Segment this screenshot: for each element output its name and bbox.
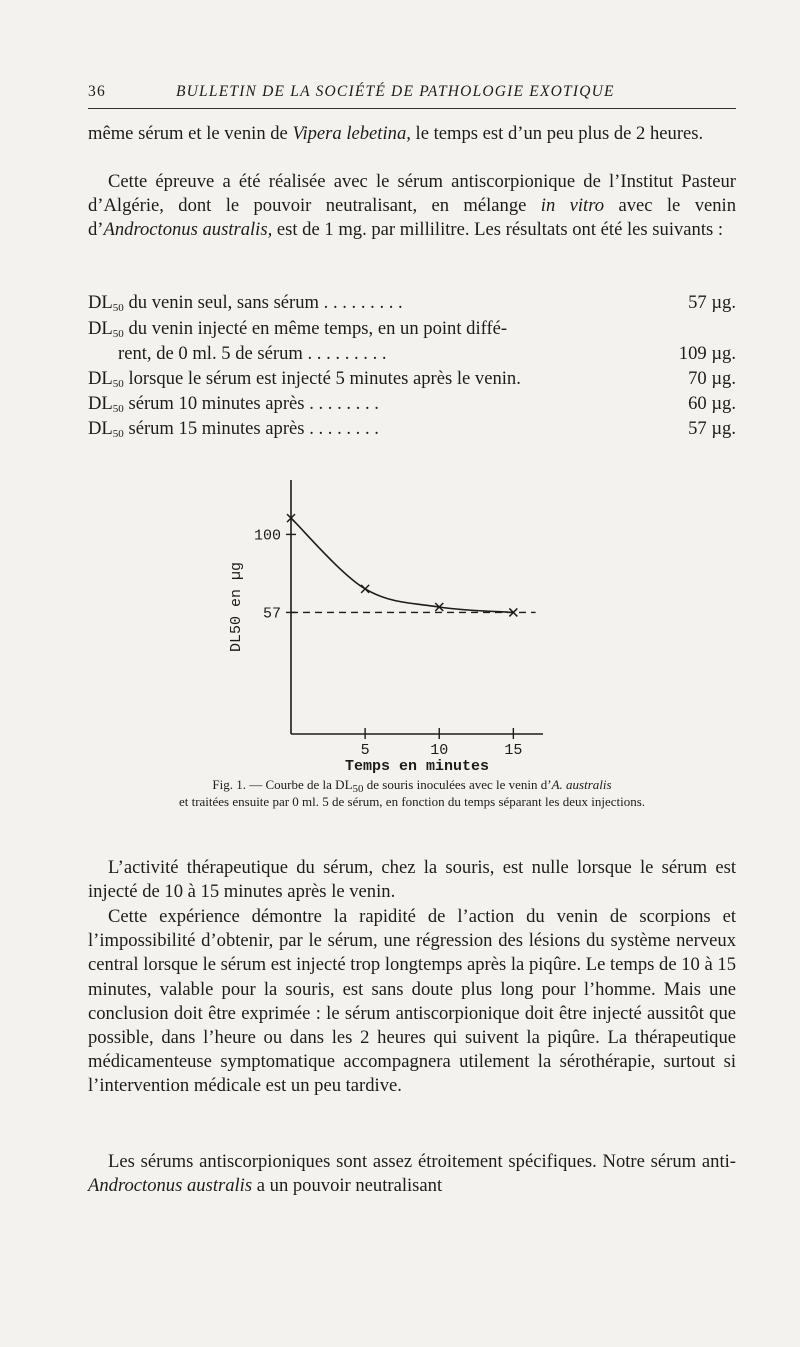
paragraph-4: Cette expérience démontre la rapidité de l’action du venin de scorpions et l’impossibilité d’obtenir, par le sérum, une régression des lésions du système nerveux central lorsque le sérum est injecté trop longtemps après la piqûre. Le temps de 10 à 15 minutes, valable pour la souris, est sans doute plus long pour l’homme. Mais une conclusion doit être exprimée : le sérum antiscorpionique doit être injecté aussitôt que possible, dans l’heure ou dans les 2 heures qui suivent la piqûre. La thérapeutique médicamenteuse symptomatique accompagnera utilement la sérothérapie, surtout si l’intervention médicale est un peu tardive. xyxy=(88,906,736,1097)
result-value: 57 µg. xyxy=(688,418,736,439)
result-value: 109 µg. xyxy=(678,343,736,364)
result-row-5min: $DL_{50}$ lorsque le sérum est injecté 5 minutes après le venin. 70 µg. xyxy=(88,368,736,390)
dl50-curve xyxy=(291,518,513,612)
paragraph-2: Cette épreuve a été réalisée avec le sérum antiscorpionique de l’Institut Pasteur d’Algérie, dont le pouvoir neutralisant, en mélange in vitro avec le venin d’Androctonus australis, est de 1 mg. par millilitre. Les résultats ont été les suivants : xyxy=(88,171,737,241)
result-value: 60 µg. xyxy=(688,393,736,414)
y-tick-label-57: 57 xyxy=(262,605,281,623)
x-tick-label-15: 15 xyxy=(504,742,523,759)
paragraph-1: même sérum et le venin de Vipera lebetina, le temps est d’un peu plus de 2 heures. xyxy=(88,123,704,144)
species-name: Vipera lebetina, xyxy=(292,123,411,144)
species-name: Androctonus australis xyxy=(88,1175,253,1197)
result-row-10min: $DL_{50}$ sérum 10 minutes après . . . . . . . . 60 µg. xyxy=(88,393,736,415)
page-number: 36 xyxy=(88,83,106,100)
y-tick-label-100: 100 xyxy=(253,527,281,545)
journal-title: BULLETIN DE LA SOCIÉTÉ DE PATHOLOGIE EXOTIQUE xyxy=(176,83,615,100)
species-name: Androctonus australis, xyxy=(103,219,273,241)
result-row-simultaneous-cont: rent, de 0 ml. 5 de sérum . . . . . . . . . 109 µg. xyxy=(118,343,736,364)
result-row-15min: $DL_{50}$ sérum 15 minutes après . . . . . . . . 57 µg. xyxy=(88,418,736,440)
figure-caption-line-2: et traitées ensuite par 0 ml. 5 de sérum, en fonction du temps séparant les deux injections. xyxy=(178,794,646,809)
x-tick-label-10: 10 xyxy=(430,742,449,759)
result-value: 70 µg. xyxy=(688,368,736,389)
in-vitro-term: in vitro xyxy=(540,195,605,217)
dl50-curve-svg xyxy=(225,480,605,775)
result-row-venom-alone: $DL_{50}$ du venin seul, sans sérum . . . . . . . . . 57 µg. xyxy=(88,292,736,314)
running-header xyxy=(88,78,736,109)
x-tick-label-5: 5 xyxy=(360,742,370,759)
figure-caption-line-1: Fig. 1. — Courbe de la $DL_{50}$ de souris inoculées avec le venin d’A. australis xyxy=(212,777,612,795)
y-axis-label: DL50 en µg xyxy=(228,561,245,653)
figure-1-chart xyxy=(225,480,605,775)
paragraph-5: Les sérums antiscorpioniques sont assez étroitement spécifiques. Notre sérum anti-Androctonus australis a un pouvoir neutralisant xyxy=(88,1151,736,1197)
result-value: 57 µg. xyxy=(688,292,736,313)
data-point-5min xyxy=(361,585,369,593)
x-axis-label: Temps en minutes xyxy=(344,758,490,775)
paragraph-3: L’activité thérapeutique du sérum, chez la souris, est nulle lorsque le sérum est injecté de 10 à 15 minutes après le venin. xyxy=(88,857,736,903)
result-row-simultaneous: $DL_{50}$ du venin injecté en même temps, en un point diffé- xyxy=(88,318,508,340)
